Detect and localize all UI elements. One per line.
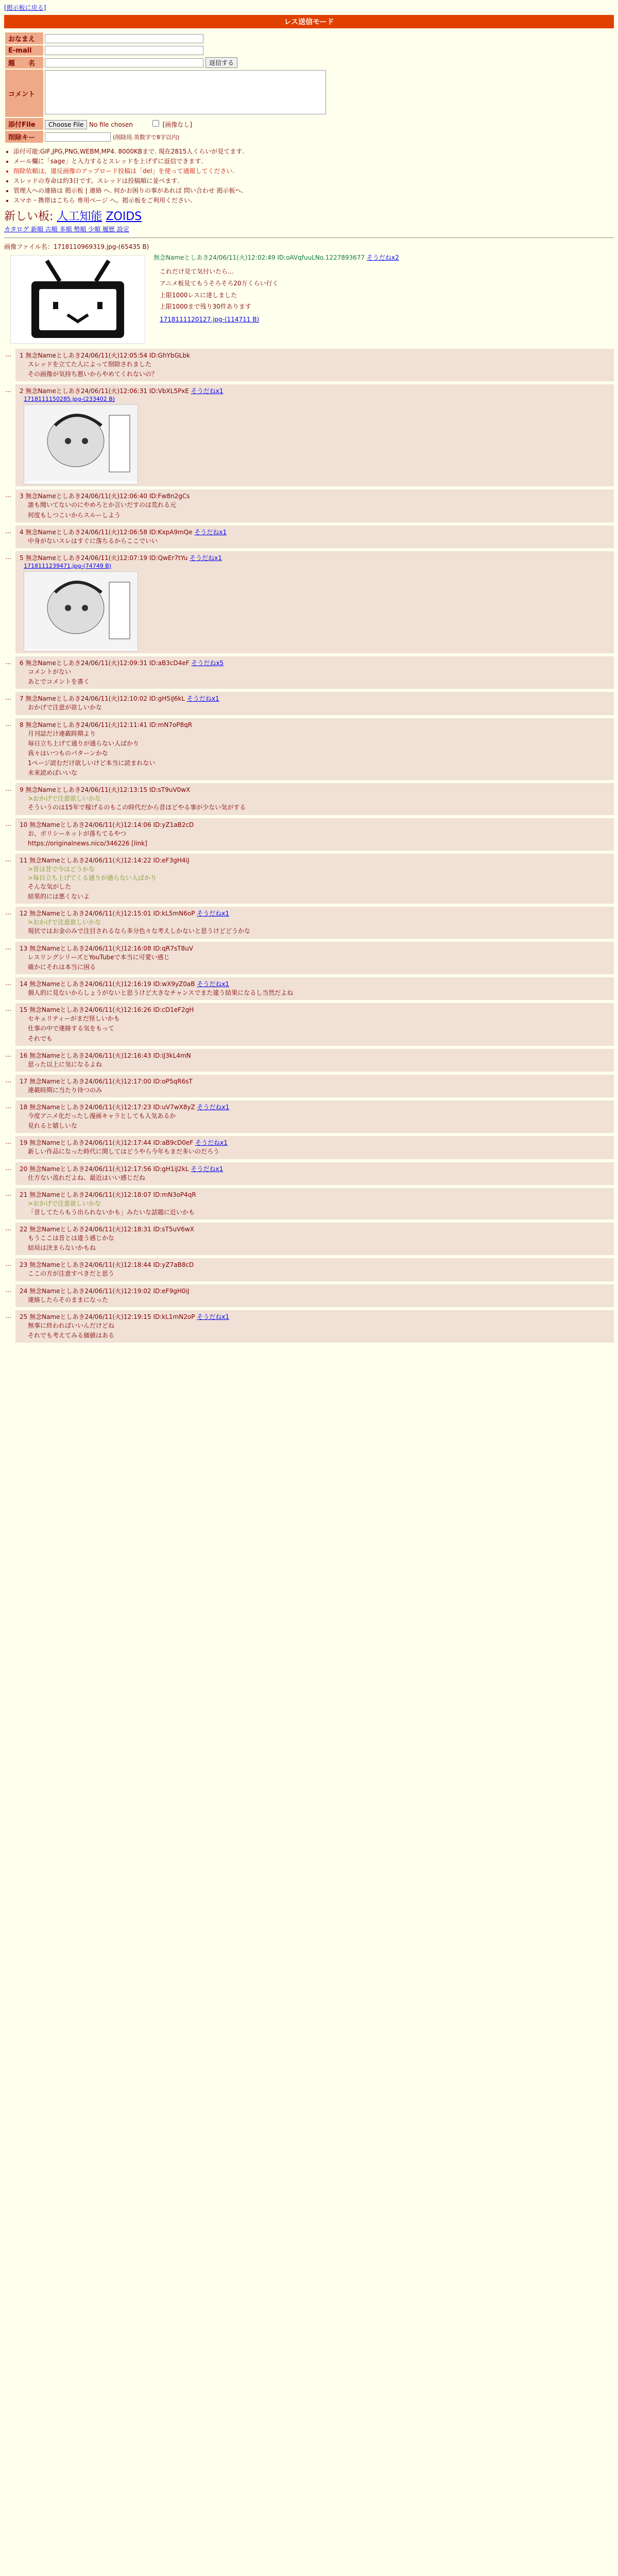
reply-meta — [20, 351, 610, 360]
reply-number: 5 — [20, 554, 26, 562]
reply-post — [5, 692, 614, 715]
reply-header: 無念Nameとしあき24/06/11(火)12:18:44 ID:yZ7aB8cD — [29, 1261, 194, 1269]
reply-post — [5, 1136, 614, 1159]
reply-text: 思った以上に気になるよね — [28, 1060, 102, 1068]
reply-indent-marker: … — [5, 979, 11, 987]
reply-number: 21 — [20, 1191, 30, 1198]
reply-post — [5, 907, 614, 938]
reply-post — [5, 1075, 614, 1097]
manga-image-icon — [24, 405, 138, 482]
comment-textarea[interactable] — [45, 70, 326, 114]
name-input[interactable] — [45, 34, 203, 43]
reply-post — [5, 1258, 614, 1281]
reply-number: 2 — [20, 387, 26, 395]
reply-indent-marker: … — [5, 694, 11, 702]
reply-indent-marker: … — [5, 1164, 11, 1172]
no-file-text: No file chosen — [89, 121, 133, 128]
back-to-board-link[interactable]: [掲示板に戻る] — [4, 4, 46, 11]
zoids-board-link[interactable]: ZOIDS — [106, 210, 142, 223]
reply-indent-marker: … — [5, 909, 11, 917]
subject-label: 題 名 — [5, 57, 43, 69]
op-post — [4, 253, 614, 346]
reply-indent-marker: … — [5, 1190, 11, 1197]
reply-number: 17 — [20, 1077, 30, 1085]
reply-meta — [20, 820, 610, 829]
reply-indent-marker: … — [5, 1076, 11, 1084]
reply-meta — [20, 1286, 610, 1295]
new-board-prefix: 新しい板: — [4, 210, 54, 223]
reply-text: セキュリティーがまだ怪しいかも — [28, 1015, 120, 1023]
reply-text: 中身がないスレはすぐに落ちるからここでいい — [28, 537, 158, 545]
reply-post — [5, 718, 614, 781]
sodane-link[interactable]: そうだねx1 — [191, 1165, 224, 1173]
reply-indent-marker: … — [5, 553, 11, 561]
no-image-toggle[interactable] — [150, 121, 192, 128]
reply-post — [5, 551, 614, 653]
file-label: 添付File — [5, 118, 43, 130]
sodane-link[interactable]: そうだねx1 — [197, 910, 229, 918]
reply-number: 6 — [20, 659, 26, 667]
no-image-checkbox[interactable] — [152, 120, 159, 127]
reply-meta — [20, 658, 610, 667]
reply-post — [5, 977, 614, 1000]
reply-header: 無念Nameとしあき24/06/11(火)12:06:58 ID:KxpA9mQe — [25, 528, 195, 536]
reply-meta — [20, 785, 610, 794]
submit-button[interactable]: 返信する — [205, 57, 237, 68]
ai-board-link[interactable]: 人工知能 — [57, 210, 102, 223]
delete-key-note: (削除用.英数字で8字以内) — [113, 133, 180, 141]
reply-quote: >おかげで注意欲しいかな — [28, 1199, 101, 1207]
reply-number: 10 — [20, 821, 30, 828]
reply-text: レスリングシリーズとYouTubeで本当に可愛い感じ — [28, 953, 170, 961]
reply-meta — [20, 979, 610, 988]
reply-header: 無念Nameとしあき24/06/11(火)12:07:19 ID:QwEr7tYu — [25, 554, 190, 562]
reply-indent-marker: … — [5, 351, 11, 358]
email-input[interactable] — [45, 46, 203, 55]
reply-meta — [20, 528, 610, 536]
op-image[interactable] — [10, 255, 145, 344]
reply-post — [5, 349, 614, 381]
reply-post — [5, 1284, 614, 1307]
reply-header: 無念Nameとしあき24/06/11(火)12:14:06 ID:yZ1aB2cD — [29, 821, 194, 828]
reply-text: 新しい作品になった時代に関してはどうやら今年もまだ多いのだろう — [28, 1148, 220, 1156]
reply-header: 無念Nameとしあき24/06/11(火)12:19:02 ID:eF9gH0iJ — [29, 1287, 190, 1295]
reply-post — [5, 1223, 614, 1255]
reply-text: 1ページ読むだけ欲しいけど本当に読まれない — [28, 759, 156, 767]
reply-number: 24 — [20, 1287, 30, 1295]
choose-file-button[interactable]: Choose File — [45, 120, 87, 129]
manga-image-icon — [24, 572, 138, 649]
reply-quote: >おかげで注意欲しいかな — [28, 795, 101, 803]
reply-number: 7 — [20, 695, 26, 703]
reply-text: 何度もしつこいからスルーしよう — [28, 511, 121, 519]
sodane-link[interactable]: そうだねx1 — [190, 554, 222, 562]
reply-text: 仕方ない流れだよね、最近はいい感じだね — [28, 1174, 146, 1181]
reply-text: https://originalnews.nico/346226 [link] — [28, 839, 147, 847]
reply-header: 無念Nameとしあき24/06/11(火)12:16:08 ID:qR7sT8uV — [29, 944, 193, 952]
reply-post — [5, 656, 614, 689]
reply-text: お、ポリシーネットが落ちてるやつ — [28, 829, 127, 837]
reply-post — [5, 818, 614, 851]
email-label: E-mail — [5, 45, 43, 56]
reply-header: 無念Nameとしあき24/06/11(火)12:17:44 ID:aB9cD0eF — [29, 1139, 196, 1147]
reply-text: 連載時期に当たり待つのみ — [28, 1086, 102, 1094]
reply-number: 18 — [20, 1104, 30, 1111]
reply-meta — [20, 1103, 610, 1111]
reply-number: 4 — [20, 528, 26, 536]
op-text — [153, 253, 607, 323]
op-line: アニメ板見てもうそろそろ20万くらい行く — [160, 279, 279, 287]
rule-item: • 管理人への連絡は 掲示板 | 連絡 へ. 何かお困りの事があれば 問い合わせ 掲示板へ. — [13, 186, 614, 195]
reply-meta — [20, 1164, 610, 1173]
reply-header: 無念Nameとしあき24/06/11(火)12:17:56 ID:gH1iJ2kL — [29, 1165, 191, 1173]
reply-thumbnail[interactable] — [24, 571, 138, 651]
reply-text: そんな気がした — [28, 883, 72, 890]
reply-post — [5, 783, 614, 815]
op-header: 無念Nameとしあき24/06/11(火)12:02:49 ID:oAVqfuuLNo.1227893677 — [153, 254, 365, 261]
reply-number: 9 — [20, 786, 26, 794]
reply-indent-marker: … — [5, 1103, 11, 1110]
reply-quote: >毎日立ち上げてくる通りが通らない人ばかり — [28, 874, 157, 882]
sodane-link[interactable]: そうだねx1 — [191, 387, 224, 395]
subject-input[interactable] — [45, 58, 203, 67]
reply-meta — [20, 909, 610, 918]
reply-header: 無念Nameとしあき24/06/11(火)12:16:19 ID:wX9yZ0aB — [29, 980, 197, 988]
reply-header: 無念Nameとしあき24/06/11(火)12:14:22 ID:eF3gH4iJ — [29, 857, 190, 864]
reply-indent-marker: … — [5, 1260, 11, 1268]
sodane-link[interactable]: そうだねx1 — [195, 1139, 228, 1147]
reply-header: 無念Nameとしあき24/06/11(火)12:09:31 ID:aB3cD4eF — [25, 659, 192, 667]
reply-text: コメントがない — [28, 668, 72, 675]
reply-number: 25 — [20, 1313, 30, 1320]
reply-meta — [20, 1312, 610, 1321]
tv-face-icon — [11, 256, 145, 343]
reply-post — [5, 854, 614, 904]
reply-number: 13 — [20, 944, 30, 952]
reply-post — [5, 1049, 614, 1072]
reply-meta — [20, 492, 610, 500]
reply-meta — [20, 856, 610, 865]
reply-header: 無念Nameとしあき24/06/11(火)12:10:02 ID:gH5iJ6kL — [25, 695, 187, 703]
reply-post — [5, 1188, 614, 1219]
reply-indent-marker: … — [5, 785, 11, 793]
reply-post — [5, 384, 614, 486]
reply-indent-marker: … — [5, 492, 11, 499]
reply-text: ここの方が注意すべきだと思う — [28, 1270, 114, 1278]
reply-meta — [20, 1051, 610, 1060]
reply-meta — [20, 1225, 610, 1233]
op-file-note[interactable]: 1718111120127.jpg-(114711 B) — [160, 316, 260, 324]
reply-header: 無念Nameとしあき24/06/11(火)12:13:15 ID:sT9uV0wX — [25, 786, 191, 794]
reply-text: スレッドを立てた人によって削除されました — [28, 361, 151, 368]
op-file-line: 画像ファイル名：1718110969319.jpg-(65435 B) — [4, 243, 149, 250]
reply-header: 無念Nameとしあき24/06/11(火)12:16:43 ID:iJ3kL4mN — [29, 1052, 191, 1059]
reply-header: 無念Nameとしあき24/06/11(火)12:19:15 ID:kL1mN2oP — [29, 1313, 197, 1320]
new-board-ad — [4, 208, 614, 224]
reply-list — [4, 349, 614, 1343]
reply-meta — [20, 944, 610, 953]
reply-indent-marker: … — [5, 856, 11, 863]
reply-meta — [20, 1260, 610, 1269]
reply-text: 誰も聞いてないのにやめろとか言いだすのは荒れる元 — [28, 501, 177, 509]
reply-text: おかげで注意が欲しいかな — [28, 704, 102, 711]
reply-meta — [20, 1077, 610, 1086]
reply-header: 無念Nameとしあき24/06/11(火)12:18:31 ID:sT5uV6wX — [29, 1226, 194, 1233]
reply-text: 結果的には悪くないよ — [28, 893, 90, 901]
reply-text: 連絡したらそのままになった — [28, 1296, 109, 1303]
posting-rules — [13, 147, 614, 205]
reply-meta — [20, 1138, 610, 1147]
reply-text: それでも — [28, 1035, 53, 1042]
reply-meta — [20, 1190, 610, 1199]
sodane-link[interactable]: そうだねx1 — [197, 1313, 229, 1320]
reply-header: 無念Nameとしあき24/06/11(火)12:15:01 ID:kL5mN6oP — [29, 910, 197, 918]
rule-item: • スマホ・携帯はこちら 専用ページ へ。掲示板をご利用ください. — [13, 196, 614, 205]
op-body — [160, 266, 607, 313]
mode-banner: レス送信モード — [4, 15, 614, 28]
reply-text: もうここは昔とは違う感じかな — [28, 1234, 115, 1242]
reply-indent-marker: … — [5, 1138, 11, 1146]
reply-post — [5, 1310, 614, 1343]
reply-file-link[interactable]: 1718111239471.jpg-(74749 B) — [24, 562, 112, 569]
sodane-link[interactable]: そうだねx1 — [194, 528, 227, 536]
reply-number: 8 — [20, 721, 26, 728]
reply-meta — [20, 694, 610, 703]
reply-text: 見れると嬉しいな — [28, 1122, 78, 1130]
reply-form — [4, 31, 328, 144]
reply-number: 11 — [20, 857, 30, 864]
reply-text: 個人的に見ないからしょうがないと思うけど大きなチャンスでまた違う結果になるし当然だよね — [28, 989, 294, 996]
reply-indent-marker: … — [5, 820, 11, 827]
reply-header: 無念Nameとしあき24/06/11(火)12:16:26 ID:cD1eF2gH — [29, 1006, 194, 1014]
op-line: 上限1000まで残り30件あります — [160, 303, 251, 311]
reply-text: 今度アニメ化だったし漫画キャラとしても人気あるか — [28, 1112, 176, 1120]
reply-text: 毎日立ち上げて通りが通らない人ばかり — [28, 739, 140, 747]
reply-meta — [20, 1005, 610, 1014]
reply-number: 1 — [20, 352, 26, 359]
name-label: おなまえ — [5, 32, 43, 44]
reply-indent-marker: … — [5, 1005, 11, 1013]
delete-key-label: 削除キー — [5, 131, 43, 143]
reply-meta — [20, 553, 610, 562]
reply-text: 結局は決まらないかもね — [28, 1244, 96, 1252]
reply-indent-marker: … — [5, 1050, 11, 1058]
reply-indent-marker: … — [5, 720, 11, 727]
reply-text: 月刊誌だけ連載時期より — [28, 730, 96, 737]
reply-number: 16 — [20, 1052, 30, 1059]
reply-header: 無念Nameとしあき24/06/11(火)12:18:07 ID:mN3oP4qR — [29, 1191, 196, 1198]
reply-number: 23 — [20, 1261, 30, 1269]
reply-text: そういうのは15年で稼げるのもこの時代だから昔ほどやる事が少ない気がする — [28, 804, 246, 811]
catalog-nav-links[interactable]: カタログ 新順 古順 多順 勢順 少順 履歴 設定 — [4, 226, 129, 233]
reply-meta — [20, 720, 610, 729]
reply-text: 「昔してたらもう出られないかも」みたいな話題に近いかも — [28, 1208, 195, 1216]
reply-post — [5, 526, 614, 548]
reply-header: 無念Nameとしあき24/06/11(火)12:17:23 ID:uV7wX8yZ — [29, 1104, 197, 1111]
no-image-label: [画像なし] — [162, 121, 193, 128]
catalog-nav[interactable] — [4, 225, 614, 233]
reply-text: あとでコメントを書く — [28, 678, 90, 686]
reply-indent-marker: … — [5, 1225, 11, 1232]
reply-post — [5, 942, 614, 974]
reply-text: 我々はいつものパターンかな — [28, 749, 108, 757]
sodane-link[interactable]: そうだねx1 — [197, 980, 230, 988]
reply-text: 未来読めばいいな — [28, 769, 78, 777]
op-sodane-link[interactable]: そうだねx2 — [367, 254, 399, 261]
reply-header: 無念Nameとしあき24/06/11(火)12:06:31 ID:VbXL5PxE — [25, 387, 191, 395]
op-line: これだけ見て気付いたら… — [160, 268, 234, 275]
sodane-link[interactable]: そうだねx1 — [186, 695, 219, 703]
reply-header: 無念Nameとしあき24/06/11(火)12:05:54 ID:GhYbGLbk — [25, 352, 191, 359]
rule-item: • 添付可能:GIF,JPG,PNG,WEBM,MP4. 8000KBまで. 現在2815人くらいが見てます. — [13, 147, 614, 156]
reply-meta — [20, 386, 610, 395]
reply-text: 仕事の中で連絡する気をもって — [28, 1025, 115, 1032]
reply-thumbnail[interactable] — [24, 404, 138, 484]
reply-header: 無念Nameとしあき24/06/11(火)12:06:40 ID:Fw8n2gCs — [25, 493, 190, 500]
rule-item: • 削除依頼は、違反画像のアップロード投稿は「del」を使って通報してください. — [13, 166, 614, 175]
rule-item: • スレッドの寿命は約3日です。スレッドは投稿順に並べます. — [13, 176, 614, 185]
reply-number: 15 — [20, 1006, 30, 1014]
reply-quote: >昔は昔で今はどうかな — [28, 866, 95, 873]
sodane-link[interactable]: そうだねx1 — [197, 1104, 230, 1111]
reply-number: 3 — [20, 493, 26, 500]
reply-number: 22 — [20, 1226, 30, 1233]
op-line: 上限1000レスに達しました — [160, 291, 237, 299]
reply-text: 確かにそれは本当に困る — [28, 963, 96, 971]
reply-indent-marker: … — [5, 658, 11, 666]
reply-indent-marker: … — [5, 527, 11, 535]
rule-item: • メール欄に「sage」と入力するとスレッドを上げずに返信できます. — [13, 157, 614, 165]
sodane-link[interactable]: そうだねx5 — [191, 659, 224, 667]
reply-text: 無事に終わればいいんだけどね — [28, 1321, 115, 1329]
reply-file-link[interactable]: 1718111150285.jpg-(233402 B) — [24, 396, 115, 403]
delete-key-input[interactable] — [45, 132, 111, 142]
reply-number: 14 — [20, 980, 30, 988]
reply-number: 12 — [20, 910, 30, 918]
reply-text: その画像が気持ち悪いからやめてくれないの？ — [28, 370, 158, 378]
reply-text: それでも考えてみる価値はある — [28, 1331, 115, 1339]
reply-indent-marker: … — [5, 943, 11, 951]
reply-text: 現状ではお金のみで注目されるなら多分色々な考えしかないと思うけどどうかな — [28, 927, 251, 935]
reply-indent-marker: … — [5, 1286, 11, 1294]
reply-number: 19 — [20, 1139, 30, 1147]
reply-indent-marker: … — [5, 1312, 11, 1319]
reply-post — [5, 1100, 614, 1133]
reply-indent-marker: … — [5, 386, 11, 394]
reply-header: 無念Nameとしあき24/06/11(火)12:17:00 ID:oP5qR6sT — [29, 1077, 193, 1085]
reply-header: 無念Nameとしあき24/06/11(火)12:11:41 ID:mN7oP8qR — [25, 721, 193, 728]
reply-post — [5, 1003, 614, 1046]
comment-label: コメント — [5, 70, 43, 117]
reply-post — [5, 1162, 614, 1185]
reply-post — [5, 489, 614, 522]
reply-quote: >おかげで注意欲しいかな — [28, 919, 101, 926]
reply-number: 20 — [20, 1165, 30, 1173]
